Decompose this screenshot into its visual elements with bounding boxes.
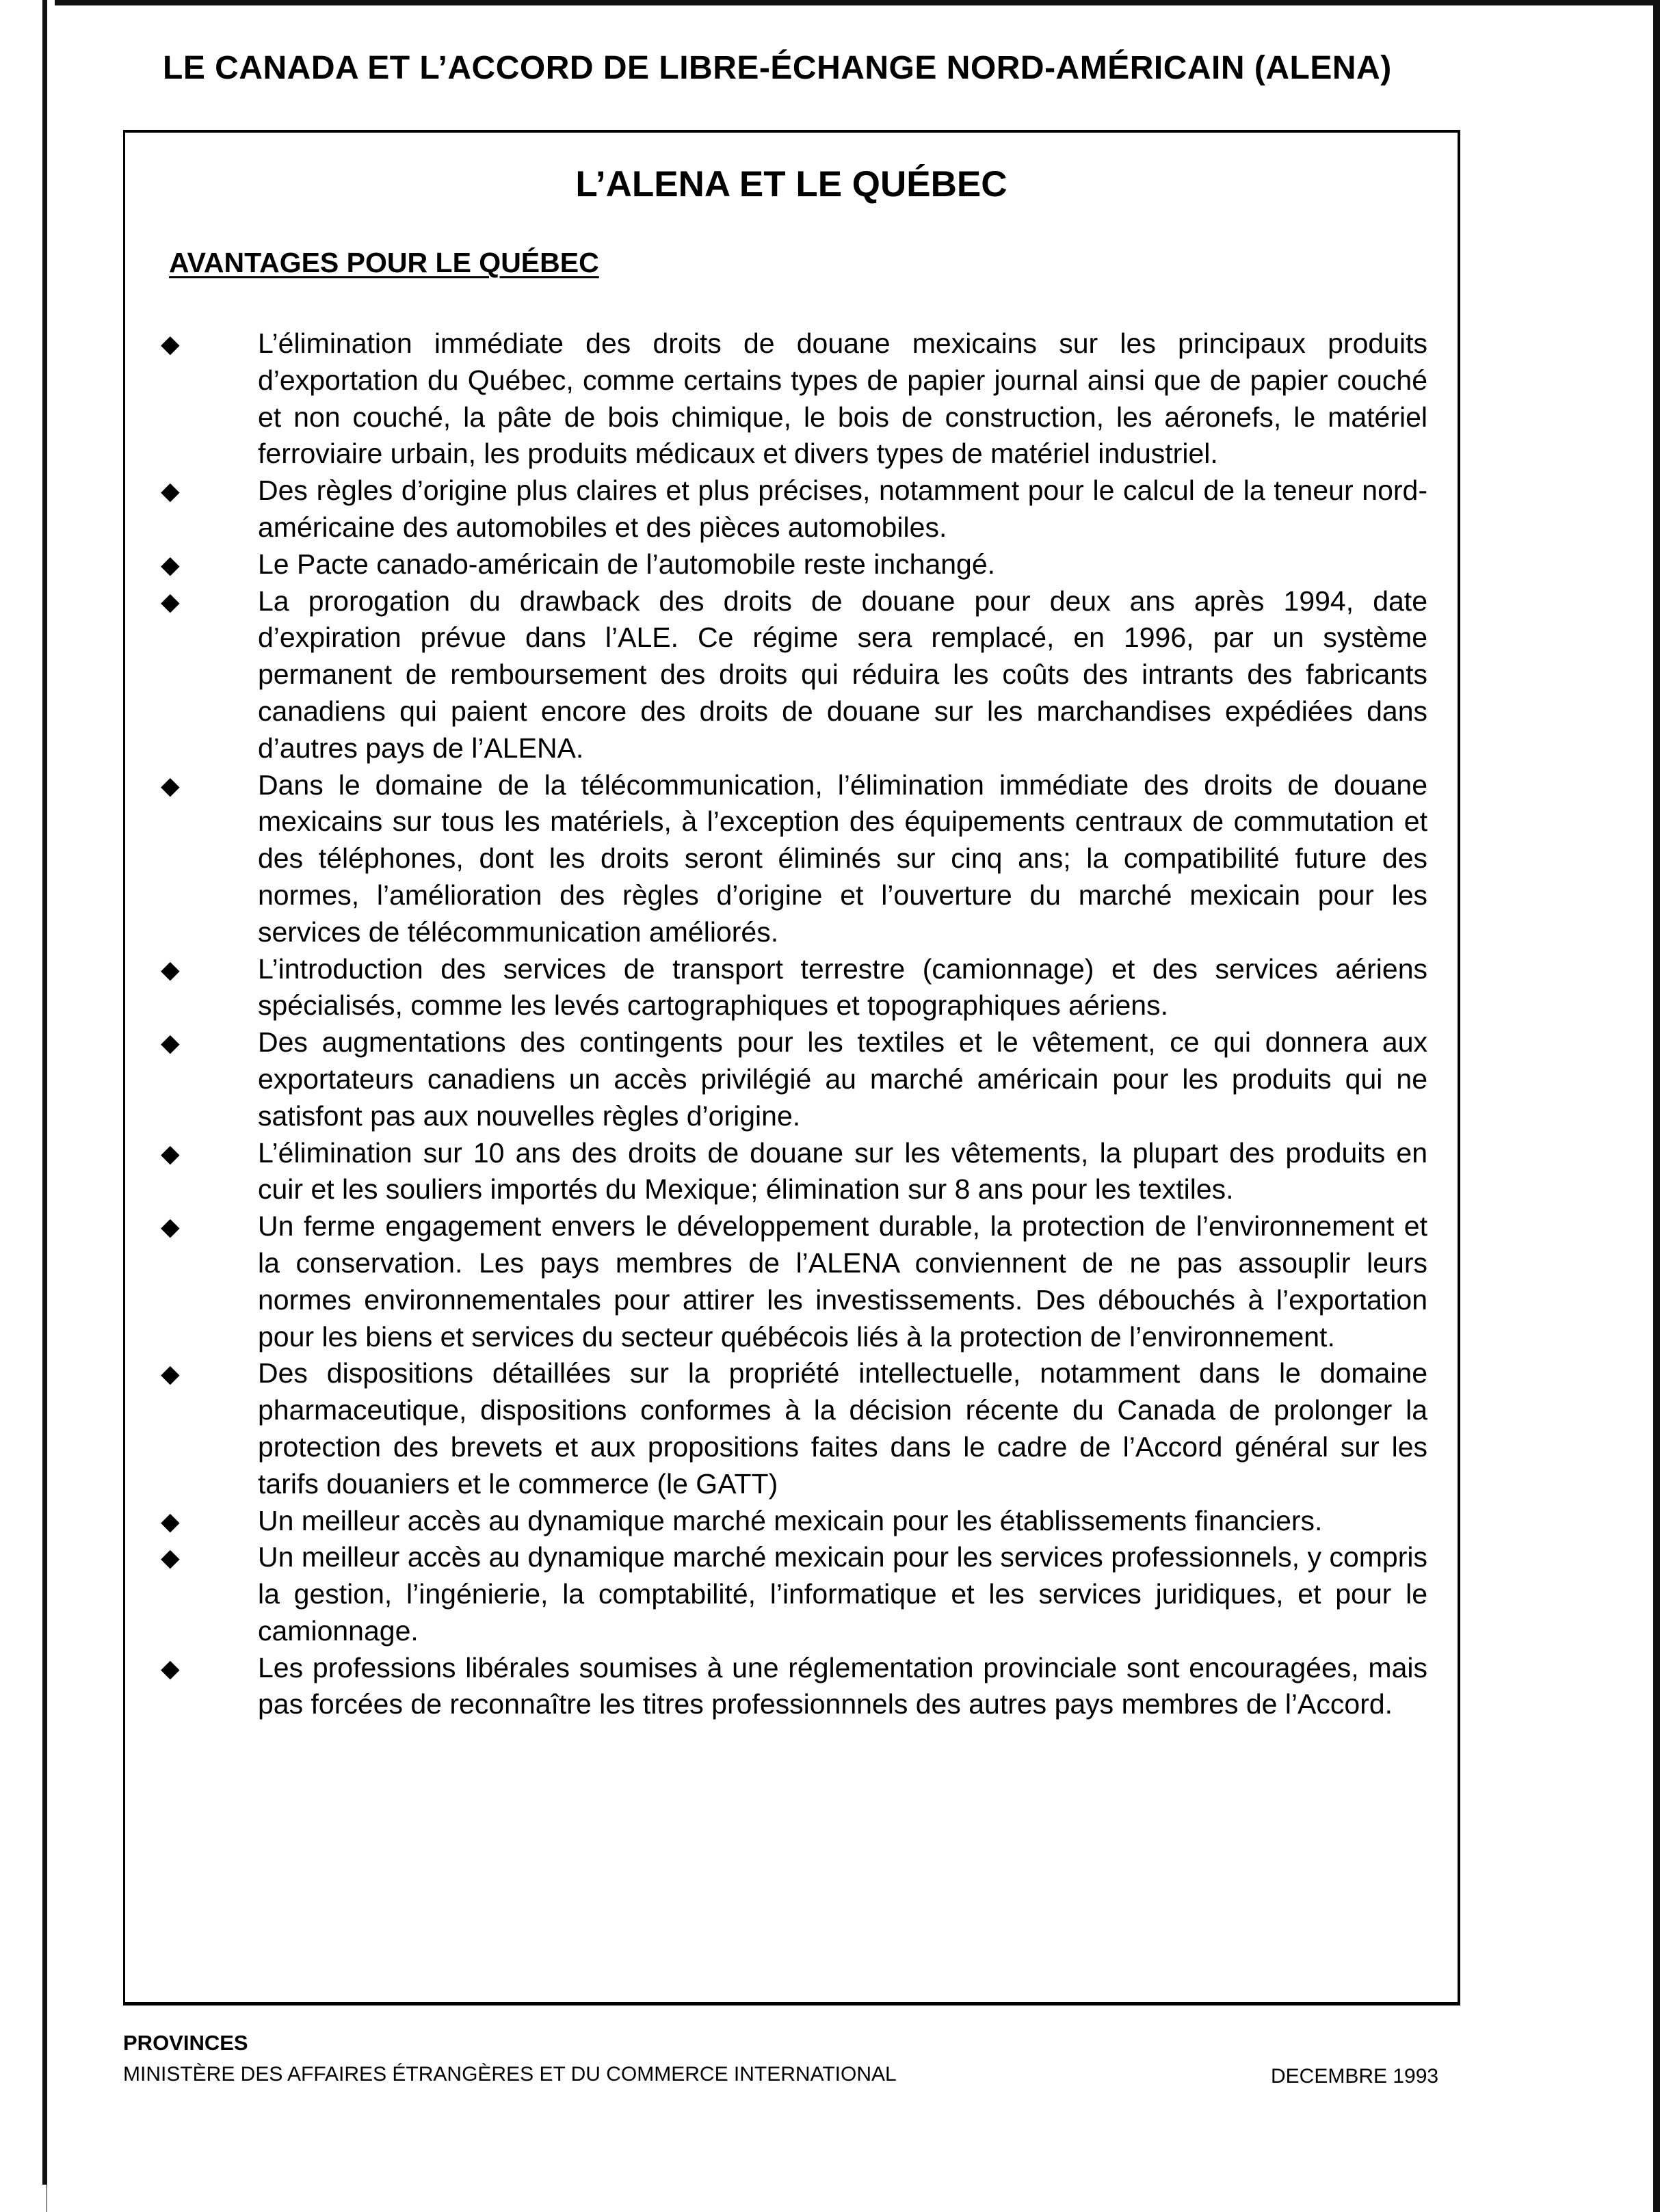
footer-ministry: MINISTÈRE DES AFFAIRES ÉTRANGÈRES ET DU COMMERCE INTERNATIONAL xyxy=(123,2063,897,2086)
list-item xyxy=(155,1503,1427,1540)
list-item xyxy=(155,951,1427,1025)
list-item xyxy=(155,325,1427,472)
diamond-bullet-icon: ◆ xyxy=(161,1506,180,1535)
list-item-text: Des augmentations des contingents pour les textiles et le vêtement, ce qui donnera aux exportateurs canadiens un accès privilégié au marché américain pour les produits qui ne satisfont pas aux nouvelles règles d’origine. xyxy=(258,1026,1427,1132)
diamond-bullet-icon: ◆ xyxy=(161,1543,180,1572)
advantages-list xyxy=(155,325,1427,1723)
list-item xyxy=(155,1539,1427,1649)
list-item-text: L’élimination sur 10 ans des droits de douane sur les vêtements, la plupart des produits en cuir et les souliers importés du Mexique; élimination sur 8 ans pour les textiles. xyxy=(258,1136,1427,1205)
list-item xyxy=(155,546,1427,583)
list-item xyxy=(155,1135,1427,1209)
scan-border-left xyxy=(42,0,47,2212)
list-item xyxy=(155,1208,1427,1355)
list-item-text: La prorogation du drawback des droits de douane pour deux ans après 1994, date d’expiration prévue dans l’ALE. Ce régime sera remplacé, en 1996, par un système permanent de remboursement des droits qui réduira les coûts des intrants des fabricants canadiens qui paient encore des droits de douane sur les marchandises expédiées dans d’autres pays de l’ALENA. xyxy=(258,585,1427,764)
footer-provinces: PROVINCES xyxy=(123,2031,248,2055)
list-item xyxy=(155,767,1427,951)
diamond-bullet-icon: ◆ xyxy=(161,587,180,615)
list-item xyxy=(155,1355,1427,1502)
section-title: AVANTAGES POUR LE QUÉBEC xyxy=(169,247,599,278)
list-item xyxy=(155,1024,1427,1134)
list-item xyxy=(155,472,1427,546)
diamond-bullet-icon: ◆ xyxy=(161,1653,180,1682)
diamond-bullet-icon: ◆ xyxy=(161,477,180,505)
content-frame xyxy=(123,130,1460,2006)
scan-border-right xyxy=(1653,0,1660,2212)
box-title: L’ALENA ET LE QUÉBEC xyxy=(575,164,1007,204)
scan-border-top xyxy=(55,0,1653,5)
list-item-text: Dans le domaine de la télécommunication, l’élimination immédiate des droits de douane mexicains sur tous les matériels, à l’exception des équipements centraux de commutation et des téléphones, dont les droits seront éliminés sur cinq ans; la compatibilité future des normes, l’amélioration des règles d’origine et l’ouverture du marché mexicain pour les services de télécommunication améliorés. xyxy=(258,769,1427,948)
diamond-bullet-icon: ◆ xyxy=(161,771,180,799)
list-item-text: L’élimination immédiate des droits de douane mexicains sur les principaux produits d’exportation du Québec, comme certains types de papier journal ainsi que de papier couché et non couché, la pâte de bois chimique, le bois de construction, les aéronefs, le matériel ferroviaire urbain, les produits médicaux et divers types de matériel industriel. xyxy=(258,328,1427,470)
list-item-text: Un ferme engagement envers le développement durable, la protection de l’environnement et la conservation. Les pays membres de l’ALENA conviennent de ne pas assouplir leurs normes environnementales pour attirer les investissements. Des débouchés à l’exportation pour les biens et services du secteur québécois liés à la protection de l’environnement. xyxy=(258,1210,1427,1352)
diamond-bullet-icon: ◆ xyxy=(161,330,180,358)
list-item-text: Les professions libérales soumises à une réglementation provinciale sont encouragées, mais pas forcées de reconnaître les titres professionnnels des autres pays membres de l’Accord. xyxy=(258,1651,1427,1720)
document-title: LE CANADA ET L’ACCORD DE LIBRE-ÉCHANGE NORD-AMÉRICAIN (ALENA) xyxy=(163,50,1392,86)
list-item xyxy=(155,583,1427,767)
diamond-bullet-icon: ◆ xyxy=(161,955,180,983)
diamond-bullet-icon: ◆ xyxy=(161,1359,180,1388)
list-item-text: Le Pacte canado-américain de l’automobile reste inchangé. xyxy=(258,548,996,580)
list-item-text: Un meilleur accès au dynamique marché mexicain pour les établissements financiers. xyxy=(258,1504,1323,1536)
scan-border-gap xyxy=(0,2185,47,2212)
list-item-text: Des règles d’origine plus claires et plus précises, notamment pour le calcul de la teneur nord-américaine des automobiles et des pièces automobiles. xyxy=(258,475,1427,543)
list-item-text: Des dispositions détaillées sur la propriété intellectuelle, notamment dans le domaine pharmaceutique, dispositions conformes à la décision récente du Canada de prolonger la protection des brevets et aux propositions faites dans le cadre de l’Accord général sur les tarifs douaniers et le commerce (le GATT) xyxy=(258,1357,1427,1500)
diamond-bullet-icon: ◆ xyxy=(161,1028,180,1057)
diamond-bullet-icon: ◆ xyxy=(161,550,180,578)
diamond-bullet-icon: ◆ xyxy=(161,1138,180,1167)
list-item-text: L’introduction des services de transport terrestre (camionnage) et des services aériens spécialisés, comme les levés cartographiques et topographiques aériens. xyxy=(258,952,1427,1022)
list-item xyxy=(155,1650,1427,1724)
footer-date: DECEMBRE 1993 xyxy=(1271,2065,1439,2088)
list-item-text: Un meilleur accès au dynamique marché mexicain pour les services professionnels, y compris la gestion, l’ingénierie, la comptabilité, l’informatique et les services juridiques, et pour le camionnage. xyxy=(258,1541,1427,1647)
diamond-bullet-icon: ◆ xyxy=(161,1212,180,1241)
